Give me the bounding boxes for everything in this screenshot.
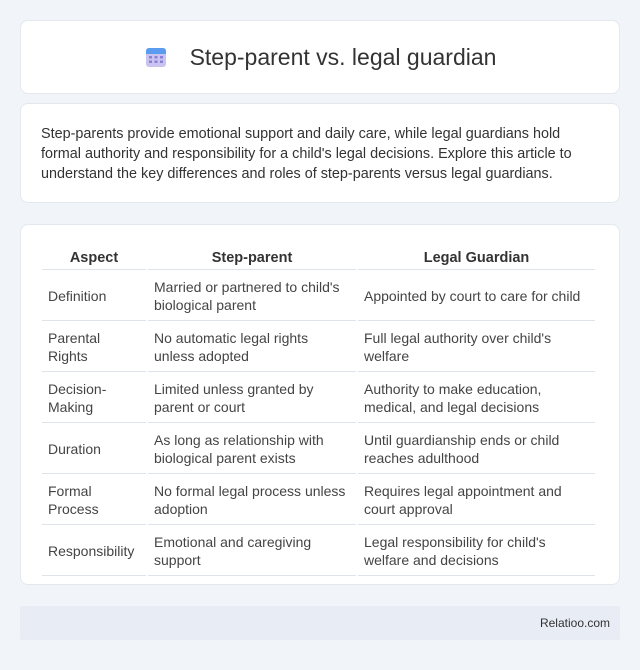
intro-card [20, 103, 620, 203]
cell-legal-guardian: Until guardianship ends or child reaches adulthood [358, 425, 595, 474]
table-row [42, 272, 595, 321]
cell-legal-guardian: Appointed by court to care for child [358, 272, 595, 321]
cell-legal-guardian: Authority to make education, medical, and legal decisions [358, 374, 595, 423]
footer-site-link[interactable]: Relatioo.com [539, 616, 610, 630]
cell-step-parent: As long as relationship with biological parent exists [148, 425, 356, 474]
intro-text: Step-parents provide emotional support and daily care, while legal guardians hold formal authority and responsibility for a child's legal decisions. Explore this article to understand the key differences and roles of step-parents versus legal guardians. [41, 126, 572, 182]
table-row [42, 425, 595, 474]
cell-aspect: Parental Rights [42, 323, 146, 372]
cell-legal-guardian: Requires legal appointment and court approval [358, 476, 595, 525]
title-card [20, 20, 620, 94]
cell-step-parent: Limited unless granted by parent or court [148, 374, 356, 423]
cell-legal-guardian: Full legal authority over child's welfare [358, 323, 595, 372]
table-row [42, 527, 595, 576]
table-row [42, 374, 595, 423]
footer [20, 606, 620, 640]
header-aspect: Aspect [42, 247, 146, 270]
header-legal-guardian: Legal Guardian [358, 247, 595, 270]
calendar-icon [144, 45, 168, 69]
page-title: Step-parent vs. legal guardian [189, 43, 497, 70]
table-header-row [42, 247, 595, 270]
cell-step-parent: No formal legal process unless adoption [148, 476, 356, 525]
cell-step-parent: Emotional and caregiving support [148, 527, 356, 576]
table-row [42, 476, 595, 525]
cell-aspect: Decision-Making [42, 374, 146, 423]
cell-step-parent: No automatic legal rights unless adopted [148, 323, 356, 372]
cell-aspect: Duration [42, 425, 146, 474]
cell-legal-guardian: Legal responsibility for child's welfare and decisions [358, 527, 595, 576]
cell-aspect: Formal Process [42, 476, 146, 525]
header-step-parent: Step-parent [148, 247, 356, 270]
comparison-table [40, 245, 597, 578]
cell-step-parent: Married or partnered to child's biological parent [148, 272, 356, 321]
comparison-card [20, 224, 620, 585]
cell-aspect: Responsibility [42, 527, 146, 576]
cell-aspect: Definition [42, 272, 146, 321]
table-row [42, 323, 595, 372]
